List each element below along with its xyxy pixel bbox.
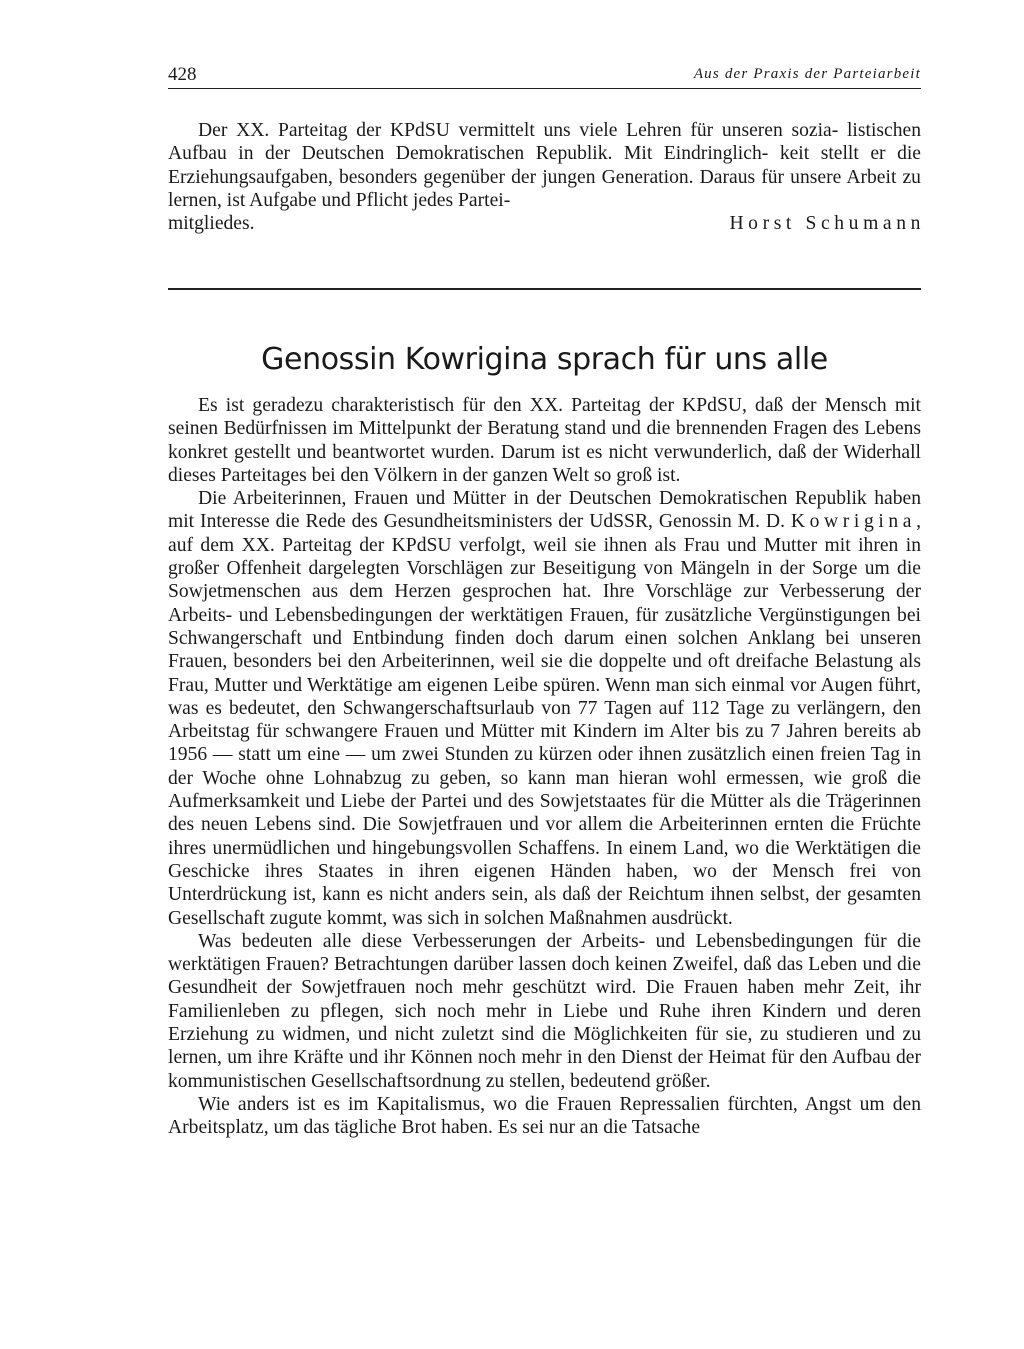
paragraph-text: Die Arbeiterinnen, Frauen und Mütter in der Deutschen Demokratischen Republik haben mit Interesse die Rede des Gesundheitsministers der UdSSR, Genossin M. D. (168, 488, 921, 533)
previous-article-line: keit stellt er die Erziehungsaufgaben, besonders gegenüber der jungen Generation. (168, 143, 922, 188)
running-head: Aus der Praxis der Parteiarbeit (693, 66, 921, 82)
article-paragraph-4: Wie anders ist es im Kapitalismus, wo die Frauen Repressalien fürchten, Angst um den Arbeitsplatz, um das tägliche Brot haben. Es sei nur an die Tatsache (168, 1093, 921, 1139)
author-signature: Horst Schumann (729, 213, 925, 235)
article-paragraph-3: Was bedeuten alle diese Verbesserungen der Arbeits- und Lebensbedingungen für die werktätigen Frauen? Betrachtungen darüber lassen doch keinen Zweifel, daß das Leben und die Gesundheit der Sowjetfrauen noch mehr geschützt wird. Die Frauen haben mehr Zeit, ihr Familienleben zu pflegen, sich noch mehr in Liebe und Ruhe ihren Kindern und deren Erziehung zu widmen, und nicht zuletzt sind die Möglichkeiten für sie, zu studieren und zu lernen, um ihre Kräfte und ihr Können noch mehr in den Dienst der Heimat für den Aufbau der kommunistischen Gesellschaftsordnung zu stellen, bedeutend größer. (168, 930, 921, 1092)
article-body (168, 394, 921, 1140)
paragraph-text: , auf dem XX. Parteitag der KPdSU verfolgt, weil sie ihnen als Frau und Mutter mit ihren in großer Offenheit dargelegten Vorschlägen zur Beseitigung von Mängeln in der Sorge um die Sowjetmenschen aus dem Herzen gesprochen hat. Ihre Vorschläge zur Verbesserung der Arbeits- und Lebensbedingungen der werktätigen Frauen, für zusätzliche Vergünstigungen bei Schwangerschaft und Entbindung finden doch darum einen solchen Anklang bei unseren Frauen, besonders bei den Arbeiterinnen, weil sie die doppelte und oft dreifache Belastung als Frau, Mutter und Werktätige am eigenen Leibe spüren. Wenn man sich einmal vor Augen führt, was es bedeutet, den Schwangerschaftsurlaub von 77 Tagen auf 112 Tage zu verlängern, den Arbeitstag für schwangere Frauen und Mütter mit Kindern im Alter bis zu 7 Jahren bereits ab 1956 — statt um eine — um zwei Stunden zu kürzen oder ihnen zusätzlich einen freien Tag in der Woche ohne Lohnabzug zu geben, so kann man hieran wohl ermessen, wie groß die Aufmerksamkeit und Liebe der Partei und des Sowjetstaates für die Mütter als die Trägerinnen des neuen Lebens sind. Die Sowjetfrauen und vor allem die Arbeiterinnen ernten die Früchte ihres unermüdlichen und hingebungsvollen Schaffens. In einem Land, wo die Werktätigen die Geschicke ihres Staates in ihren eigenen Händen haben, wo der Mensch frei von Unterdrückung ist, kann es nicht anders sein, als daß der Reichtum ihnen selbst, der gesamten Gesellschaft zugute kommt, was sich in solchen Maßnahmen ausdrückt. (168, 511, 921, 929)
previous-article-last-line: mitgliedes. (168, 213, 255, 235)
previous-article-ending (168, 119, 925, 235)
signature-line (168, 212, 925, 235)
previous-article-line: Der XX. Parteitag der KPdSU vermittelt uns viele Lehren für unseren sozia- (198, 120, 839, 141)
article-paragraph-1: Es ist geradezu charakteristisch für den XX. Parteitag der KPdSU, daß der Mensch mit seinen Bedürfnissen im Mittelpunkt der Beratung stand und die brennenden Fragen des Lebens konkret gestellt und beantwortet wurden. Darum ist es nicht verwunderlich, daß der Widerhall dieses Parteitages bei den Völkern in der ganzen Welt so groß ist. (168, 395, 921, 486)
header-rule (168, 88, 921, 89)
previous-article-line: listischen Aufbau in der Deutschen Demokratischen Republik. Mit Eindringlich- (168, 120, 921, 165)
article-paragraph-2 (168, 487, 921, 930)
person-name: Kowrigina (790, 511, 917, 533)
article-title: Genossin Kowrigina sprach für uns alle (261, 342, 828, 377)
page-number: 428 (168, 64, 197, 85)
page-header (168, 62, 921, 88)
section-divider (168, 288, 921, 290)
previous-article-line: Daraus für unsere Arbeit zu lernen, ist Aufgabe und Pflicht jedes Partei- (168, 166, 921, 211)
previous-article-paragraph (168, 119, 921, 212)
